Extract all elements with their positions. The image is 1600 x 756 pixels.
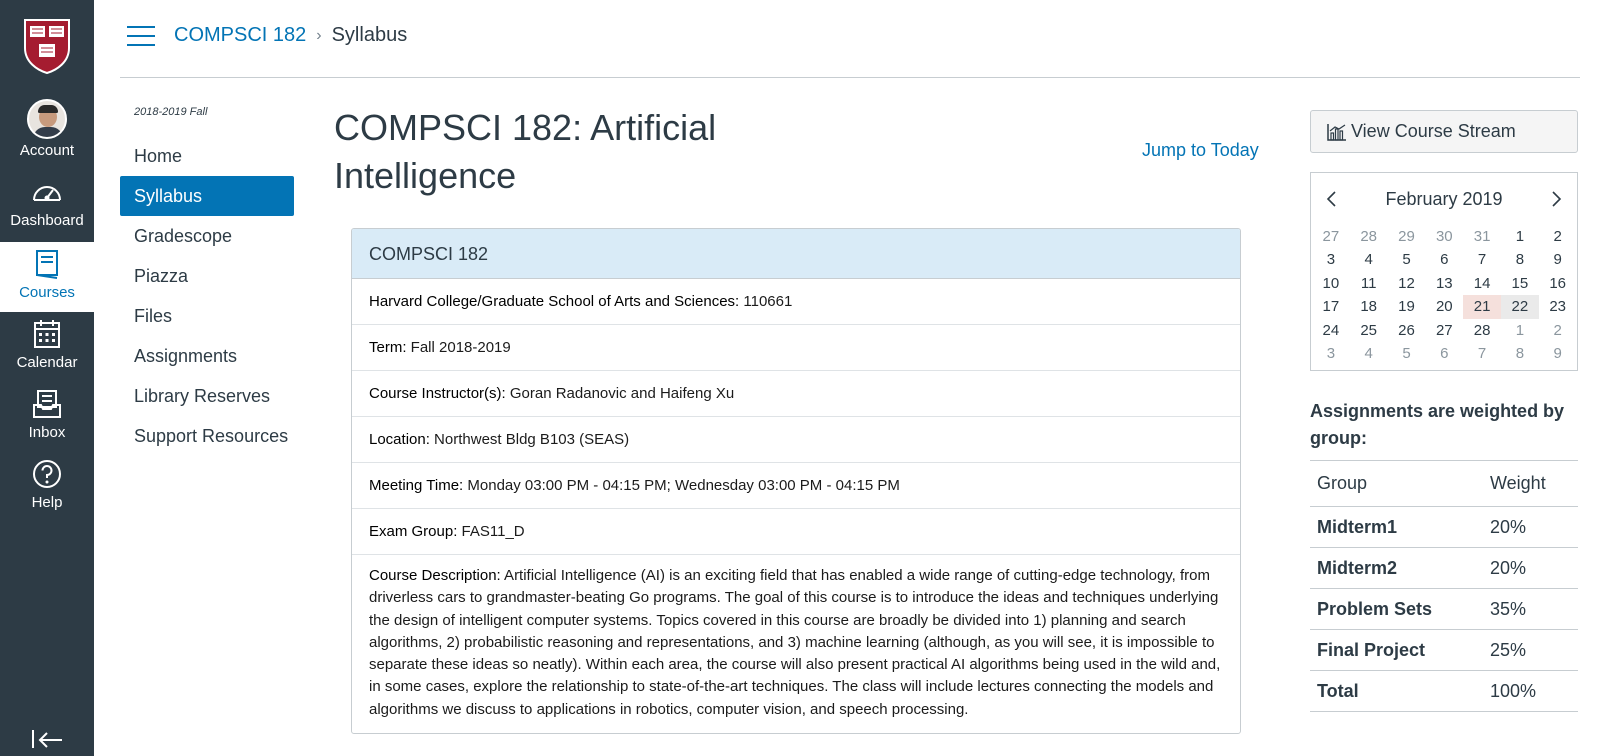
calendar-day[interactable]: 8 [1515, 344, 1525, 362]
mini-calendar [1310, 172, 1578, 371]
calendar-day[interactable]: 28 [1473, 321, 1491, 339]
calendar-header [1311, 173, 1577, 225]
syllabus-row-label: Course Instructor(s): [369, 385, 506, 402]
global-nav-dashboard[interactable] [0, 176, 94, 246]
page-title: COMPSCI 182: Artificial Intelligence [334, 107, 717, 196]
syllabus-row-description [352, 555, 1240, 733]
syllabus-row-label: Meeting Time: [369, 477, 464, 494]
weight-value: 100% [1478, 671, 1578, 712]
weight-value: 20% [1478, 548, 1578, 589]
column-header-group: Group [1310, 461, 1478, 507]
syllabus-row-label: Harvard College/Graduate School of Arts and Sciences: [369, 293, 740, 310]
table-row [1310, 548, 1578, 589]
calendar-day-today[interactable]: 21 [1463, 295, 1501, 318]
weight-group: Total [1310, 671, 1478, 712]
calendar-day[interactable]: 4 [1364, 251, 1373, 269]
calendar-day[interactable]: 15 [1511, 274, 1529, 292]
calendar-day[interactable]: 19 [1398, 298, 1415, 316]
calendar-day[interactable]: 1 [1515, 228, 1525, 245]
view-course-stream-label: View Course Stream [1351, 121, 1516, 141]
calendar-grid [1311, 225, 1577, 365]
syllabus-table [351, 228, 1241, 734]
syllabus-row-label: Term: [369, 339, 407, 356]
book-icon [31, 248, 63, 280]
calendar-day[interactable]: 18 [1360, 298, 1378, 316]
collapse-nav-icon[interactable] [30, 728, 64, 748]
view-course-stream-button[interactable] [1310, 110, 1578, 153]
syllabus-row-exam-group [352, 509, 1240, 555]
weight-group: Midterm2 [1310, 548, 1478, 589]
help-icon [31, 458, 63, 490]
global-nav-inbox[interactable] [0, 388, 94, 458]
syllabus-row-value: FAS11_D [457, 523, 525, 540]
course-nav-gradescope[interactable]: Gradescope [134, 226, 233, 246]
weights-table [1310, 460, 1578, 712]
weight-group: Midterm1 [1310, 507, 1478, 548]
jump-to-today-link[interactable]: Jump to Today [1142, 140, 1259, 160]
global-nav [0, 0, 94, 756]
global-nav-label: Account [19, 142, 75, 159]
calendar-day[interactable]: 6 [1440, 251, 1449, 269]
course-nav-library-reserves[interactable]: Library Reserves [134, 386, 271, 406]
course-nav-assignments[interactable]: Assignments [134, 346, 238, 366]
calendar-day[interactable]: 25 [1360, 321, 1378, 339]
global-nav-label: Calendar [16, 354, 78, 371]
inbox-icon [31, 388, 63, 420]
breadcrumb-separator: › [316, 26, 322, 44]
weight-value: 35% [1478, 589, 1578, 630]
weight-group: Problem Sets [1310, 589, 1478, 630]
calendar-day[interactable]: 27 [1322, 228, 1340, 245]
breadcrumb [174, 24, 407, 47]
calendar-month: February 2019 [1385, 188, 1503, 209]
syllabus-row-label: Exam Group: [369, 523, 458, 540]
calendar-day[interactable]: 20 [1435, 298, 1453, 316]
course-description-text: Artificial Intelligence (AI) is an exciting field that has enabled a wide range of cutting-edge technology, from driverless cars to grandmaster-beating Go programs. The goal of this course is to introduce the ideas and techniques underlying the design of intelligent computer systems. Topics covered in this course are broadly be divided into 1) planning and search algorithms, 2) probabilistic reasoning and representations, and 3) machine learning (although, as you will see, it is impossible to separate these ideas so neatly). Within each area, the course will also present practical AI algorithms being used in the wild and, in some cases, explore the relationship to state-of-the-art techniques. The class will include lectures connecting the models and algorithms we discuss to applications in robotics, computer vision, and speech processing. [369, 567, 1221, 718]
table-header-row [1310, 461, 1578, 507]
calendar-day[interactable]: 3 [1326, 251, 1336, 269]
global-nav-label: Courses [19, 284, 75, 301]
calendar-day[interactable]: 14 [1473, 274, 1491, 292]
syllabus-row-value: Goran Radanovic and Haifeng Xu [505, 385, 735, 402]
syllabus-row-label: Location: [369, 431, 430, 448]
calendar-day[interactable]: 8 [1515, 251, 1525, 269]
calendar-day[interactable]: 5 [1402, 344, 1411, 362]
chevron-left-icon[interactable] [1325, 190, 1339, 208]
calendar-day[interactable]: 2 [1553, 321, 1562, 339]
calendar-day[interactable]: 22 [1501, 295, 1539, 318]
syllabus-row-meeting-time [352, 463, 1240, 509]
course-nav-syllabus[interactable]: Syllabus [120, 176, 294, 216]
calendar-day[interactable]: 12 [1398, 274, 1415, 292]
calendar-day[interactable]: 7 [1477, 251, 1487, 269]
breadcrumb-course-link[interactable]: COMPSCI 182 [174, 24, 307, 46]
column-header-weight: Weight [1478, 461, 1578, 507]
calendar-day[interactable]: 9 [1553, 344, 1562, 362]
syllabus-row-value: Fall 2018-2019 [406, 339, 511, 356]
weight-value: 20% [1478, 507, 1578, 548]
table-row [1310, 630, 1578, 671]
calendar-day[interactable]: 30 [1435, 228, 1453, 245]
calendar-day[interactable]: 6 [1440, 344, 1449, 362]
weight-value: 25% [1478, 630, 1578, 671]
stream-chart-icon [1327, 123, 1347, 141]
course-nav [120, 136, 294, 456]
course-nav-support-resources[interactable]: Support Resources [134, 426, 289, 446]
course-nav-home[interactable]: Home [134, 146, 183, 166]
calendar-day[interactable]: 26 [1398, 321, 1415, 339]
calendar-day[interactable]: 31 [1473, 228, 1491, 245]
syllabus-row-location [352, 417, 1240, 463]
syllabus-row-value: Northwest Bldg B103 (SEAS) [429, 431, 630, 448]
global-nav-courses[interactable] [0, 242, 94, 312]
course-nav-files[interactable]: Files [134, 306, 173, 326]
global-nav-label: Help [31, 494, 63, 511]
global-nav-label: Inbox [28, 424, 66, 441]
header-divider [120, 77, 1580, 78]
calendar-day[interactable]: 10 [1322, 274, 1340, 292]
chevron-right-icon[interactable] [1549, 190, 1563, 208]
calendar-day[interactable]: 4 [1364, 344, 1373, 362]
calendar-icon [31, 318, 63, 350]
breadcrumb-current: Syllabus [331, 24, 408, 46]
calendar-day[interactable]: 27 [1435, 321, 1453, 339]
calendar-day[interactable]: 29 [1398, 228, 1415, 245]
syllabus-header: COMPSCI 182 [352, 229, 1240, 279]
calendar-day[interactable]: 23 [1549, 298, 1567, 316]
syllabus-row-term [352, 325, 1240, 371]
syllabus-row-instructors [352, 371, 1240, 417]
user-avatar [27, 99, 67, 139]
calendar-day[interactable]: 3 [1326, 344, 1336, 362]
calendar-day[interactable]: 2 [1553, 228, 1562, 245]
calendar-day[interactable]: 13 [1435, 274, 1453, 292]
calendar-day[interactable]: 16 [1549, 274, 1567, 292]
calendar-day[interactable]: 1 [1515, 321, 1525, 339]
syllabus-row-label: Course Description: [369, 567, 501, 584]
global-nav-help[interactable] [0, 458, 94, 528]
syllabus-row-value: 110661 [739, 293, 793, 310]
calendar-day[interactable]: 17 [1322, 298, 1340, 316]
calendar-day[interactable]: 7 [1477, 344, 1487, 362]
calendar-day[interactable]: 5 [1402, 251, 1411, 269]
calendar-day[interactable]: 24 [1322, 321, 1340, 339]
table-row [1310, 589, 1578, 630]
course-nav-piazza[interactable]: Piazza [134, 266, 189, 286]
table-row [1310, 507, 1578, 548]
global-nav-calendar[interactable] [0, 318, 94, 388]
term-label: 2018-2019 Fall [134, 106, 208, 118]
calendar-day[interactable]: 9 [1553, 251, 1562, 269]
weights-title: Assignments are weighted by group: [1310, 401, 1565, 448]
menu-toggle-icon[interactable] [127, 26, 155, 48]
harvard-shield-logo[interactable] [23, 18, 71, 74]
syllabus-row-value: Monday 03:00 PM - 04:15 PM; Wednesday 03:00 PM - 04:15 PM [463, 477, 900, 494]
syllabus-row-school [352, 279, 1240, 325]
table-row [1310, 671, 1578, 712]
global-nav-account[interactable] [0, 98, 94, 168]
calendar-day[interactable]: 28 [1360, 228, 1378, 245]
dashboard-icon [31, 176, 63, 208]
global-nav-label: Dashboard [10, 212, 84, 229]
calendar-day[interactable]: 11 [1360, 274, 1377, 292]
weight-group: Final Project [1310, 630, 1478, 671]
